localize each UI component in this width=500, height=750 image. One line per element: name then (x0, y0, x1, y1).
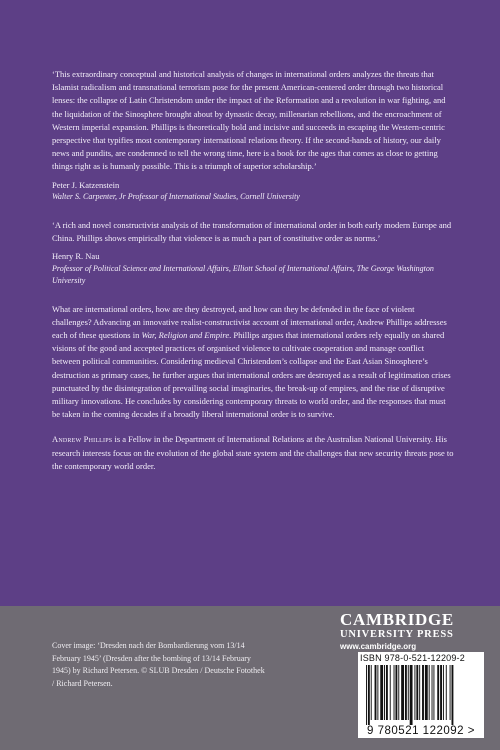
barcode-stripe (429, 665, 430, 720)
barcode-stripe (440, 665, 442, 720)
review-katzenstein (52, 68, 454, 204)
author-name: Andrew Phillips (52, 434, 113, 445)
barcode-stripe (446, 665, 447, 720)
barcode-stripe (414, 665, 415, 720)
isbn-barcode (358, 652, 484, 738)
publisher-subtitle: UNIVERSITY PRESS (340, 629, 454, 640)
book-title: War, Religion and Empire (141, 329, 230, 340)
barcode-stripe (410, 665, 413, 725)
author-bio-text: is a Fellow in the Department of International Relations at the Australian National University. His research interests focus on the evolution of the global state system and the challenges that new security threats pose to the contemporary world order. (52, 434, 454, 471)
reviewer-name: Henry R. Nau (52, 251, 100, 262)
reviewer-role: Walter S. Carpenter, Jr Professor of International Studies, Cornell University (52, 192, 300, 202)
isbn-label: ISBN 978-0-521-12209-2 (360, 653, 465, 663)
barcode-stripe (398, 665, 399, 720)
publisher-name: CAMBRIDGE (340, 610, 454, 629)
barcode-stripe (368, 665, 370, 725)
review-quote: ‘A rich and novel constructivist analysis of the transformation of international order in both early modern Europe and China. Phillips shows empirically that violence is as much a part of constitutive order as norms.’ (52, 219, 452, 243)
barcode-stripe (386, 665, 388, 720)
publisher-url: www.cambridge.org (340, 642, 417, 651)
barcode-stripe (384, 665, 385, 720)
barcode-stripe (394, 665, 395, 720)
barcode-number (358, 725, 484, 737)
barcode-stripe (433, 665, 434, 720)
barcode-stripe (416, 665, 418, 720)
barcode-stripe (408, 665, 409, 720)
barcode-stripe (450, 665, 451, 720)
author-bio (52, 433, 454, 473)
barcode-stripe (437, 665, 439, 720)
barcode-stripe (366, 665, 367, 725)
barcode-stripe (395, 665, 397, 720)
publisher-logo (340, 611, 476, 653)
barcode-stripe (432, 665, 433, 720)
barcode-stripe (405, 665, 407, 720)
description-part2: . Phillips argues that international orders rely equally on shared visions of the good and accepted practices of organised violence to cultivate cooperation and manage conflict between political communities. Considering medieval Christendom’s collapse and the East Asian Sinosphere’s destruction as primary cases, he further argues that international orders are destroyed as a result of legitimation crises punctuated by the disintegration of prevailing social imaginaries, the break-up of empires, and the rise of disruptive military innovations. He concludes by considering contemporary threats to world order, and the responses that must be taken in the coming decades if a broadly liberal international order is to survive. (52, 329, 451, 420)
barcode-arrow: > (467, 725, 475, 737)
barcode-stripe (401, 665, 404, 720)
review-quote: ‘This extraordinary conceptual and historical analysis of changes in international orders analyzes the threats that Islamist radicalism and transnational terrorism pose for the present American-centered order through two historical lenses: the collapse of Latin Christendom under the impact of the Reformation and a revolution in war fighting, and the liquidation of the Sinosphere brought about by dynastic decay, millenarian rebellions, and the encroachment of Western imperial expansion. Phillips is theoretically bold and incisive and succeeds in escaping the Western-centric perspective that typifies most contemporary international relations theory. If the second-hands of history, our daily news and pundits, are condemned to tell the wrong time, here is a book for the ages that comes as close to getting things right as is humanly possible. This is a triumph of superior scholarship.’ (52, 69, 446, 172)
cover-text-block (52, 68, 454, 478)
review-nau (52, 219, 454, 288)
barcode-stripe (422, 665, 424, 720)
book-description (52, 303, 454, 422)
barcode-digits: 9 780521 122092 (367, 725, 465, 737)
cover-image-credit: Cover image: ‘Dresden nach der Bombardierung vom 13/14 February 1945’ (Dresden after the bombing of 13/14 February 1945) by Richard Petersen. © SLUB Dresden / Deutsche Fotothek / Richard Petersen. (52, 641, 265, 688)
description-part1: What are international orders, how are they destroyed, and how can they be defended in the face of violent challenges? Advancing an innovative realist-constructivist account of international order, Andrew Phillips addresses each of these questions in (52, 303, 447, 340)
barcode-stripe (419, 665, 420, 720)
barcode-stripe (452, 665, 454, 725)
barcode-stripe (375, 665, 377, 720)
reviewer-role: Professor of Political Science and International Affairs, Elliott School of International Affairs, The George Washington University (52, 263, 434, 286)
barcode-stripe (371, 665, 372, 720)
barcode-stripe (390, 665, 391, 720)
barcode-stripe (377, 665, 378, 720)
reviewer-name: Peter J. Katzenstein (52, 179, 120, 190)
barcode-stripe (443, 665, 444, 720)
barcode-stripe (380, 665, 383, 720)
barcode-stripe (425, 665, 428, 720)
barcode-bars (366, 665, 476, 725)
